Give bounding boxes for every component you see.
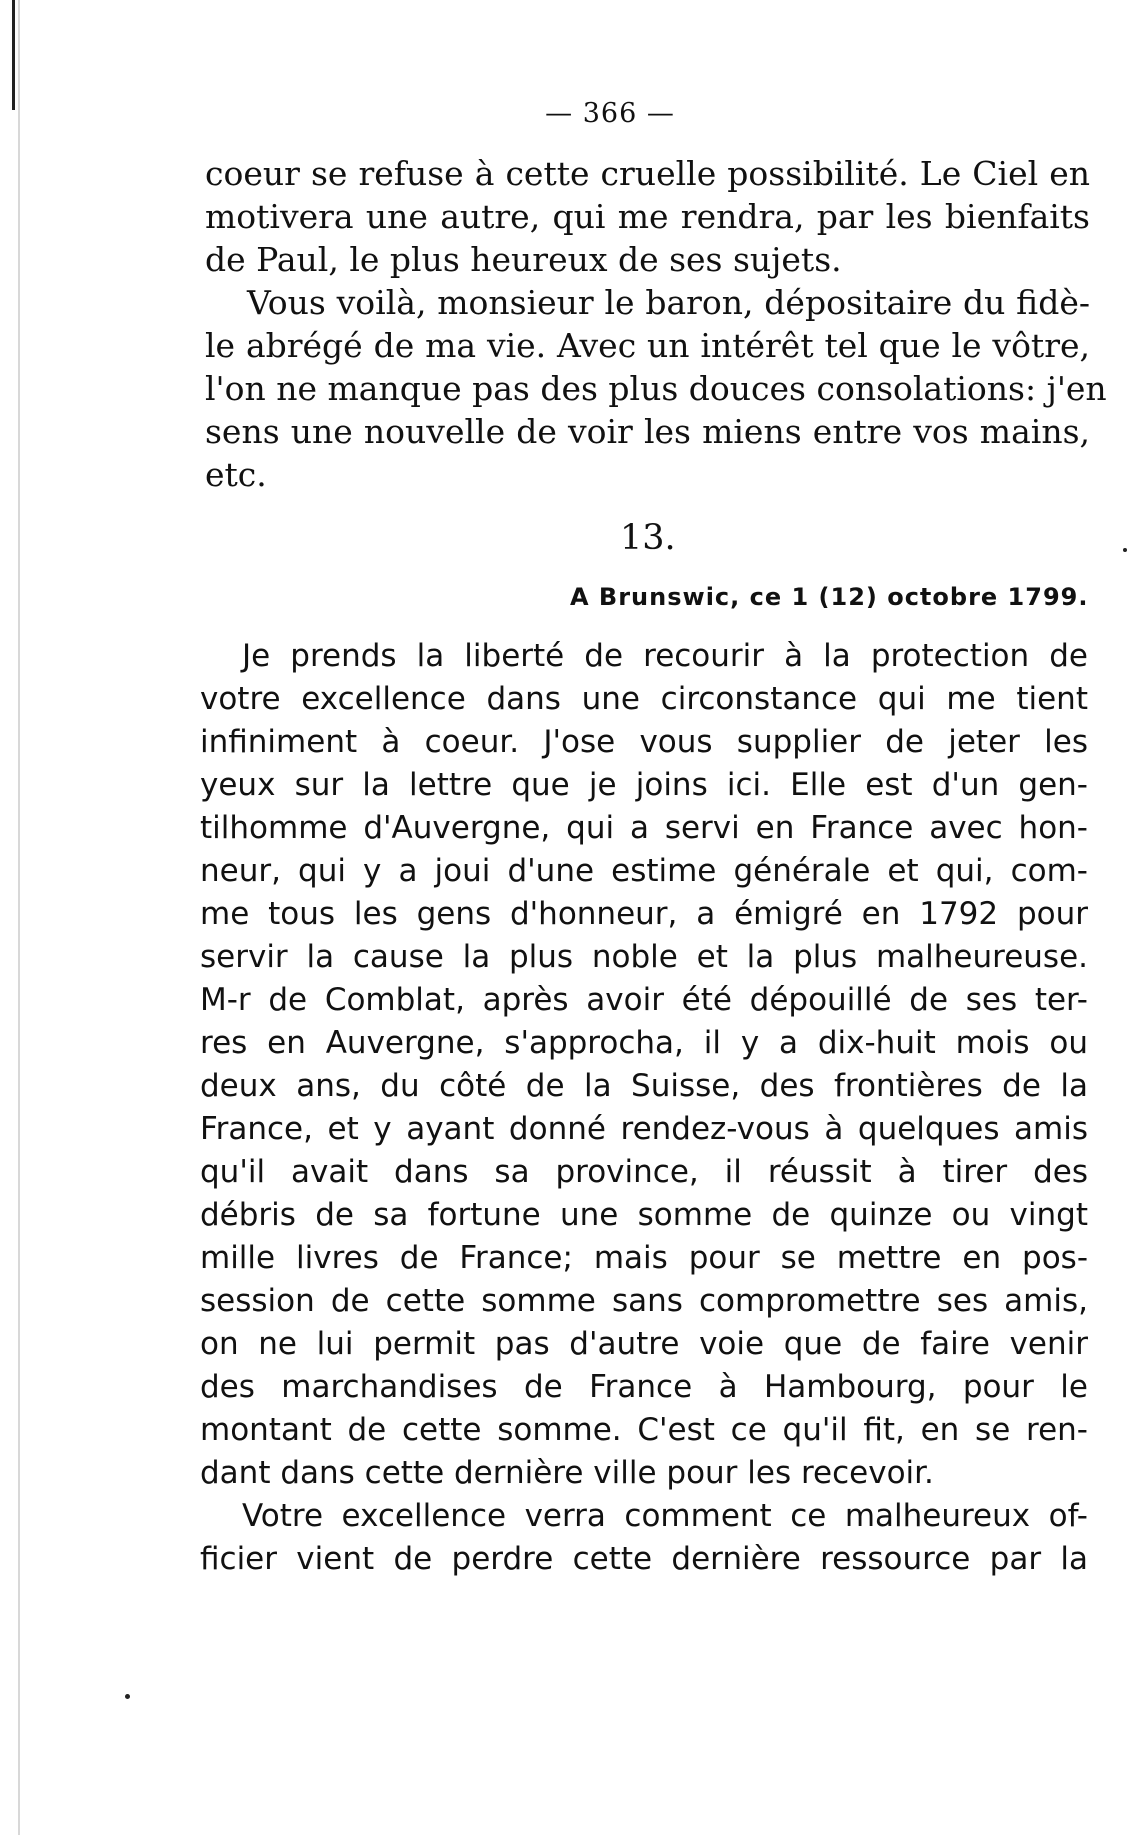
text-line: votre excellence dans une circonstance qui me tient (200, 681, 1088, 717)
text-line: Votre excellence verra comment ce malheureux of- (242, 1498, 1088, 1534)
text-line: yeux sur la lettre que je joins ici. Elle est d'un gen- (200, 767, 1088, 803)
text-line: session de cette somme sans compromettre ses amis, (200, 1283, 1088, 1319)
text-line: sens une nouvelle de voir les miens entre vos mains, (205, 412, 1090, 451)
text-line: neur, qui y a joui d'une estime générale et qui, com- (200, 853, 1088, 889)
text-line: le abrégé de ma vie. Avec un intérêt tel que le vôtre, (205, 326, 1090, 365)
text-line: de Paul, le plus heureux de ses sujets. (205, 240, 842, 279)
text-line: dant dans cette dernière ville pour les recevoir. (200, 1455, 934, 1491)
text-line: M-r de Comblat, après avoir été dépouillé de ses ter- (200, 982, 1088, 1018)
text-line: France, et y ayant donné rendez-vous à quelques amis (200, 1111, 1088, 1147)
text-line: qu'il avait dans sa province, il réussit à tirer des (200, 1154, 1088, 1190)
scan-edge-mark (12, 0, 15, 110)
letter-dateline: A Brunswic, ce 1 (12) octobre 1799. (570, 583, 1089, 611)
text-line: Je prends la liberté de recourir à la protection de (242, 638, 1088, 674)
letter-number: 13. (620, 518, 676, 558)
scan-edge-line (18, 0, 20, 1835)
text-line: deux ans, du côté de la Suisse, des frontières de la (200, 1068, 1088, 1104)
text-line: me tous les gens d'honneur, a émigré en 1792 pour (200, 896, 1088, 932)
text-line: motivera une autre, qui me rendra, par les bienfaits (205, 197, 1090, 236)
text-line: mille livres de France; mais pour se mettre en pos- (200, 1240, 1088, 1276)
text-line: montant de cette somme. C'est ce qu'il fit, en se ren- (200, 1412, 1088, 1448)
text-line: infiniment à coeur. J'ose vous supplier de jeter les (200, 724, 1088, 760)
letter-12-ending (205, 152, 1107, 496)
text-line: servir la cause la plus noble et la plus malheureuse. (200, 939, 1088, 975)
scan-speck (125, 1694, 130, 1699)
text-line: tilhomme d'Auvergne, qui a servi en France avec hon- (200, 810, 1088, 846)
text-line: ficier vient de perdre cette dernière ressource par la (200, 1541, 1088, 1577)
page-number: — 366 — (545, 98, 675, 129)
scan-speck (1123, 548, 1127, 552)
text-line: res en Auvergne, s'approcha, il y a dix-huit mois ou (200, 1025, 1088, 1061)
text-line: des marchandises de France à Hambourg, pour le (200, 1369, 1088, 1405)
text-line: l'on ne manque pas des plus douces consolations: j'en (205, 369, 1107, 408)
text-line: Vous voilà, monsieur le baron, dépositaire du fidè- (247, 283, 1090, 322)
text-line: coeur se refuse à cette cruelle possibilité. Le Ciel en (205, 154, 1090, 193)
text-line: débris de sa fortune une somme de quinze ou vingt (200, 1197, 1088, 1233)
text-line: etc. (205, 455, 267, 494)
letter-13-body (200, 635, 1088, 1581)
text-line: on ne lui permit pas d'autre voie que de faire venir (200, 1326, 1088, 1362)
